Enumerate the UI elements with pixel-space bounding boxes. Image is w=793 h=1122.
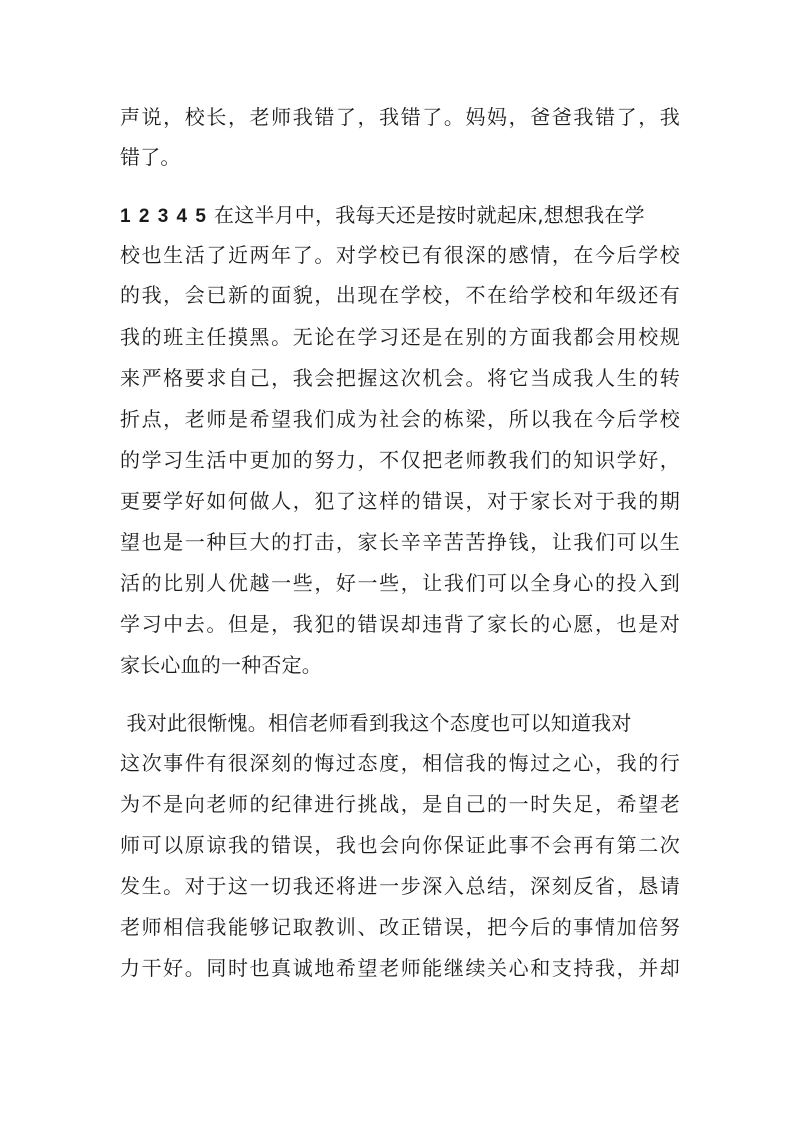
paragraph-3-line-6: 老师相信我能够记取教训、改正错误，把今后的事情加倍努: [120, 915, 680, 939]
paragraph-2-line-2: 校也生活了近两年了。对学校已有很深的感情，在今后学校: [120, 243, 680, 267]
paragraph-3-line-4: 师可以原谅我的错误，我也会向你保证此事不会再有第二次: [120, 833, 680, 857]
paragraph-3-line-3: 为不是向老师的纪律进行挑战，是自己的一时失足，希望老: [120, 792, 680, 816]
paragraph-2-line-9: 望也是一种巨大的打击，家长辛辛苦苦挣钱，让我们可以生: [120, 530, 680, 554]
paragraph-3-line-7: 力干好。同时也真诚地希望老师能继续关心和支持我，并却: [120, 956, 680, 980]
paragraph-2-line-1: [120, 198, 680, 232]
paragraph-2-line-10: 活的比别人优越一些，好一些，让我们可以全身心的投入到: [120, 571, 680, 595]
paragraph-2-line-1-text: 在这半月中，我每天还是按时就起床,想想我在学: [207, 203, 645, 227]
paragraph-3-line-5: 发生。对于这一切我还将进一步深入总结，深刻反省，恳请: [120, 874, 680, 898]
paragraph-2-line-3: 的我，会已新的面貌，出现在学校，不在给学校和年级还有: [120, 283, 680, 307]
paragraph-2-line-11: 学习中去。但是，我犯的错误却违背了家长的心愿，也是对: [120, 612, 680, 636]
list-number-label: 1 2 3 4 5: [120, 206, 208, 227]
paragraph-2-line-5: 来严格要求自己，我会把握这次机会。将它当成我人生的转: [120, 366, 680, 390]
paragraph-2-line-7: 的学习生活中更加的努力，不仅把老师教我们的知识学好，: [120, 448, 680, 472]
paragraph-1-line-2: 错了。: [120, 145, 181, 169]
paragraph-2-line-8: 更要学好如何做人，犯了这样的错误，对于家长对于我的期: [120, 489, 680, 513]
paragraph-3-line-1: 我对此很惭愧。相信老师看到我这个态度也可以知道我对: [120, 711, 632, 735]
paragraph-2-line-4: 我的班主任摸黑。无论在学习还是在别的方面我都会用校规: [120, 325, 680, 349]
paragraph-2-line-6: 折点，老师是希望我们成为社会的栋梁，所以我在今后学校: [120, 407, 680, 431]
paragraph-1-line-1: 声说，校长，老师我错了，我错了。妈妈，爸爸我错了，我: [120, 105, 680, 129]
paragraph-3-line-2: 这次事件有很深刻的悔过态度，相信我的悔过之心，我的行: [120, 751, 680, 775]
paragraph-2-line-12: 家长心血的一种否定。: [120, 653, 322, 677]
